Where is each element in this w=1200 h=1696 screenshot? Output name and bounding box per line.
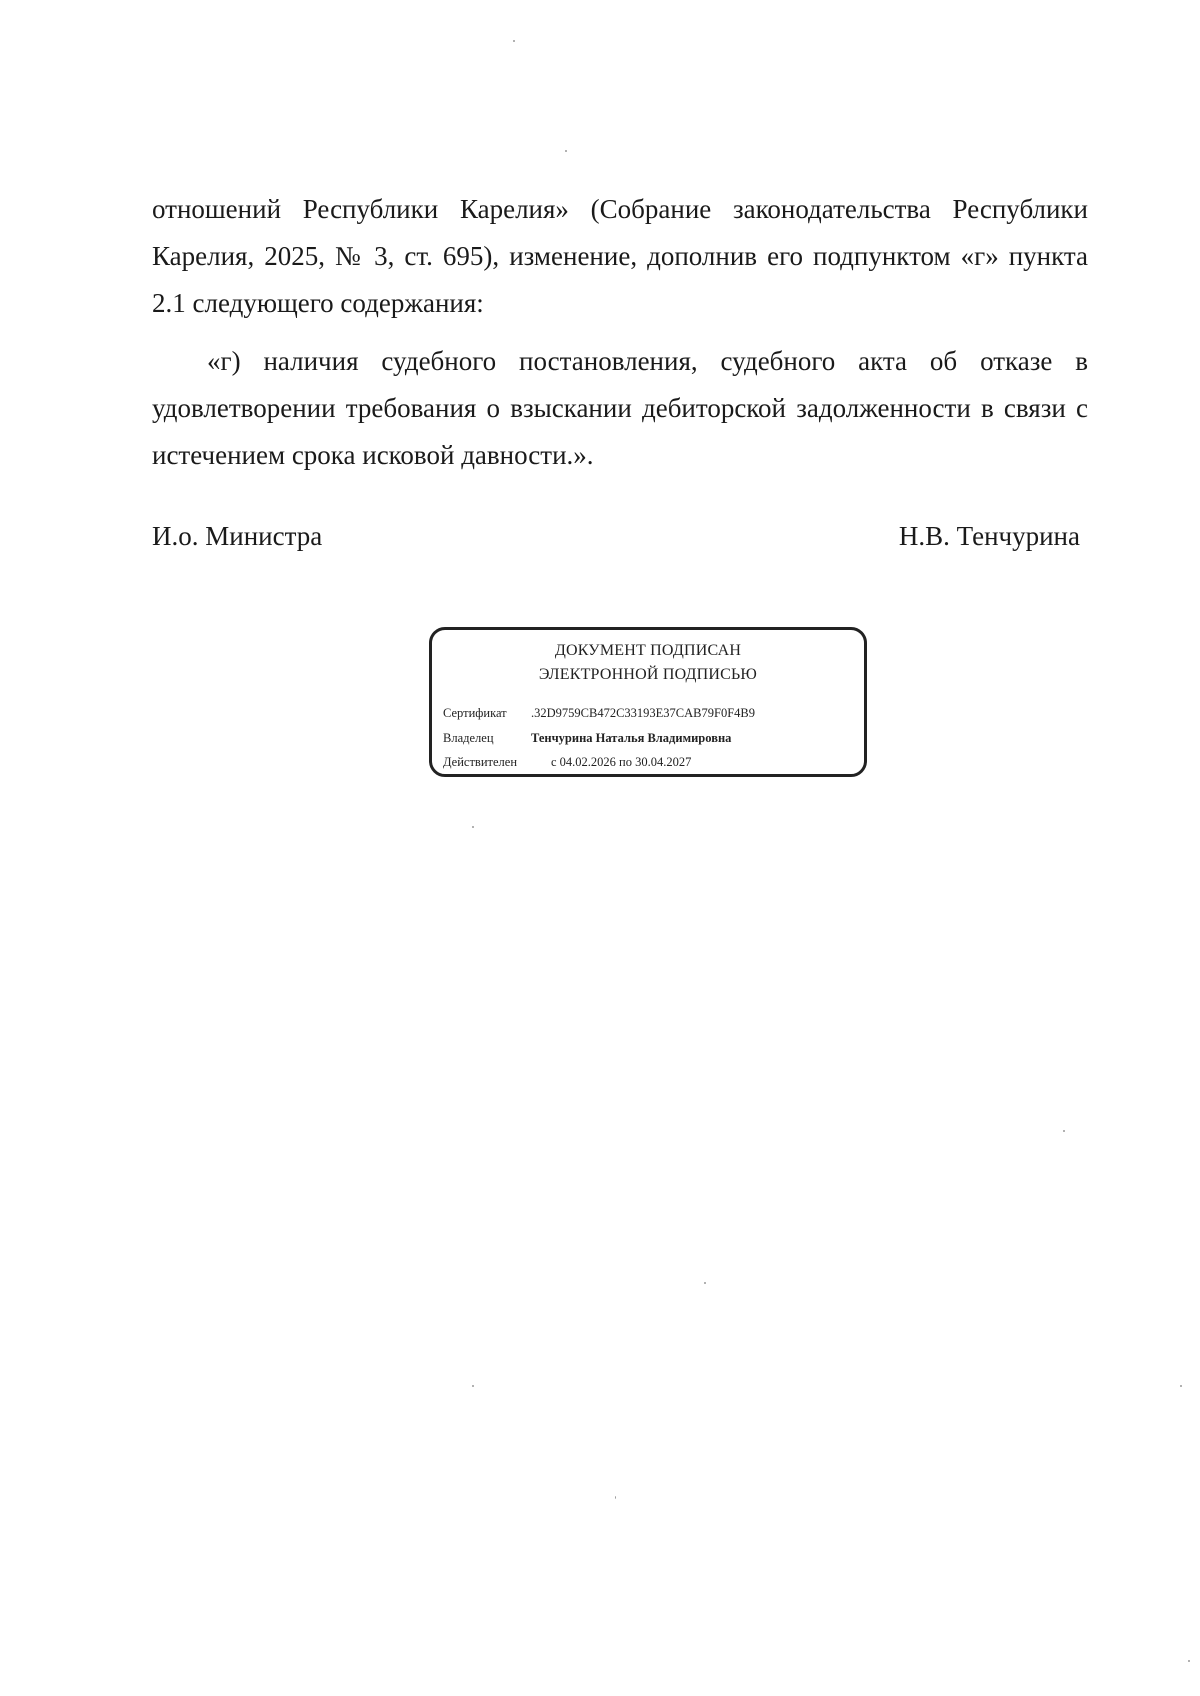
- body-paragraph-1: отношений Республики Карелия» (Собрание законодательства Республики Карелия, 2025, № 3, ст. 695), изменение, дополнив его подпунктом «г» пункта 2.1 следующего содержания:: [152, 194, 1088, 318]
- scan-speck: [615, 1496, 616, 1499]
- certificate-value: .32D9759CB472C33193E37CAB79F0F4B9: [531, 706, 755, 720]
- electronic-signature-stamp: [429, 627, 867, 777]
- signatory-name: Н.В. Тенчурина: [898, 521, 1080, 551]
- stamp-title-line-1: ДОКУМЕНТ ПОДПИСАН: [554, 642, 742, 659]
- owner-label: Владелец: [443, 731, 494, 745]
- scan-speck: [472, 826, 474, 828]
- body-paragraph-2: «г) наличия судебного постановления, судебного акта об отказе в удовлетворении требования о взыскании дебиторской задолженности в связи с истечением срока исковой давности.».: [152, 346, 1088, 470]
- scan-speck: [513, 40, 515, 42]
- scan-speck: [1180, 1385, 1182, 1387]
- stamp-owner-row: [443, 730, 731, 746]
- scan-speck: [704, 1282, 706, 1284]
- scan-speck: [565, 150, 567, 152]
- stamp-validity-row: [443, 754, 691, 770]
- stamp-certificate-row: [443, 705, 755, 721]
- signatory-position: И.о. Министра: [152, 521, 323, 551]
- scan-speck: [1188, 1660, 1190, 1662]
- stamp-title-line-2: ЭЛЕКТРОННОЙ ПОДПИСЬЮ: [538, 666, 758, 683]
- validity-value: с 04.02.2026 по 30.04.2027: [551, 755, 692, 769]
- owner-value: Тенчурина Наталья Владимировна: [531, 731, 732, 745]
- validity-label: Действителен: [443, 755, 518, 769]
- scan-speck: [1063, 1130, 1065, 1132]
- certificate-label: Сертификат: [443, 706, 507, 720]
- scan-speck: [472, 1385, 474, 1387]
